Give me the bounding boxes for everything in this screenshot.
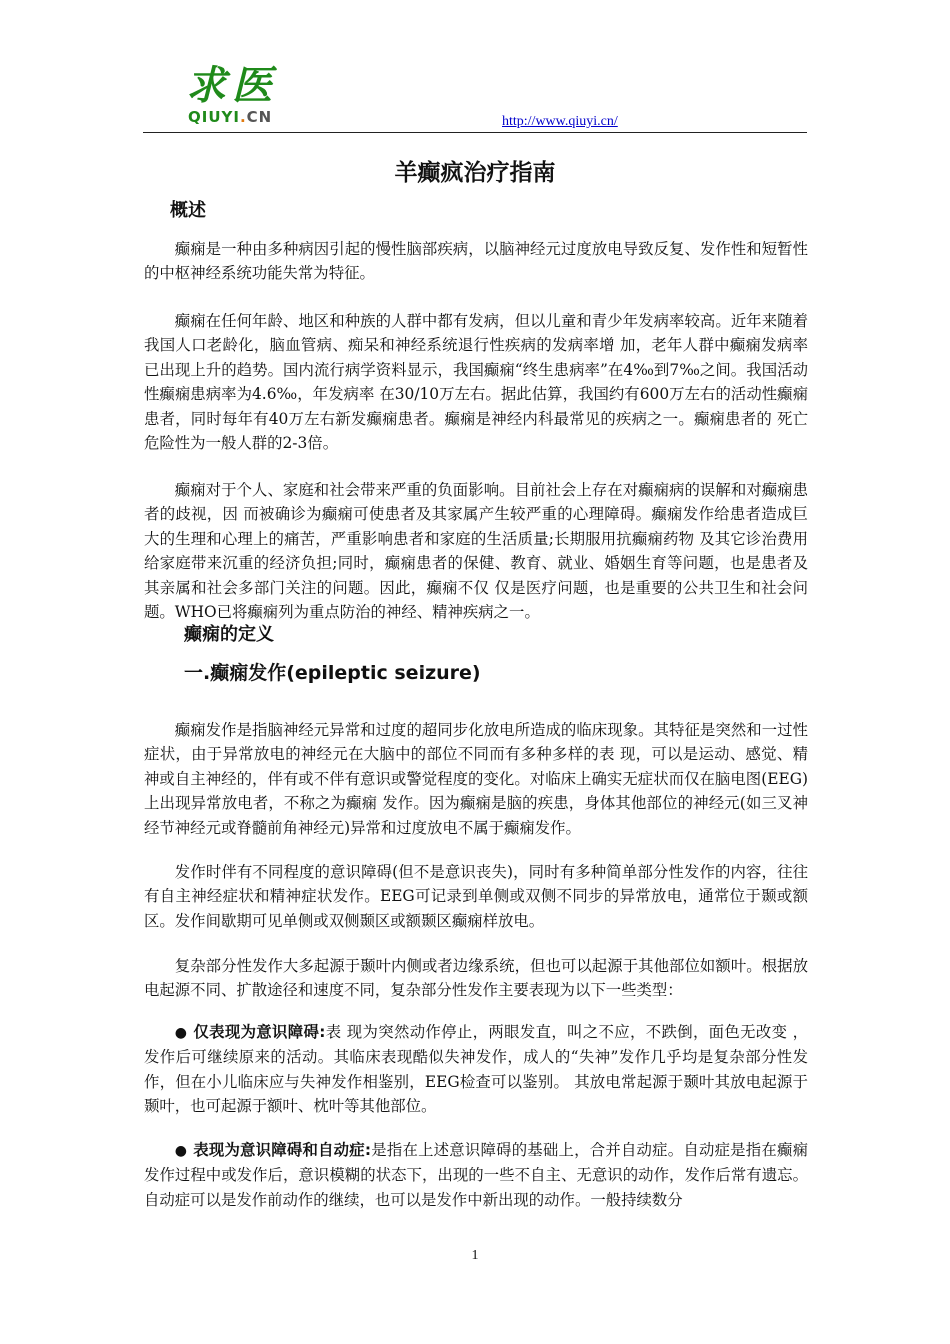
logo-chinese-text: 求医 [186, 62, 278, 109]
logo-dot: . [239, 108, 247, 126]
bullet-icon: ● [174, 1143, 188, 1159]
logo-brand: QIUYI [188, 108, 240, 126]
bullet-label: 仅表现为意识障碍: [193, 1023, 326, 1041]
logo-english-text [188, 108, 272, 126]
bullet-text: 是指在上述意识障碍的基础上，合并自动症。自动症是指在癫痫发作过程中或发作后，意识模糊的状态下，出现的一些不自主、无意识的动作，发作后常有遗忘。自动症可以是发作前动作的继续，也可以是发作中新出现的动作。一般持续数分 [144, 1141, 808, 1209]
header-divider [143, 132, 807, 133]
paragraph-social-impact: 癫痫对于个人、家庭和社会带来严重的负面影响。目前社会上存在对癫痫病的误解和对癫痫患者的歧视，因 而被确诊为癫痫可使患者及其家属产生较严重的心理障碍。癫痫发作给患者造成巨大的生理和心理上的痛苦，严重影响患者和家庭的生活质量;长期服用抗癫痫药物 及其它诊治费用给家庭带来沉重的经济负担;同时，癫痫患者的保健、教育、就业、婚姻生育等问题，也是患者及其亲属和社会多部门关注的问题。因此，癫痫不仅 仅是医疗问题，也是重要的公共卫生和社会问题。WHO已将癫痫列为重点防治的神经、精神疾病之一。 [144, 481, 808, 622]
document-title: 羊癫疯治疗指南 [394, 160, 556, 186]
bullet-text: 表 现为突然动作停止，两眼发直，叫之不应，不跌倒，面色无改变 ，发作后可继续原来的活动。其临床表现酷似失神发作，成人的“失神”发作几乎均是复杂部分性发作，但在小儿临床应与失神发作相鉴别，EEG检查可以鉴别。 其放电常起源于颞叶其放电起源于颞叶，也可起源于额叶、枕叶等其他部位。 [144, 1023, 808, 1116]
bullet-icon: ● [174, 1025, 188, 1041]
paragraph-intro: 癫痫是一种由多种病因引起的慢性脑部疾病，以脑神经元过度放电导致反复、发作性和短暂性的中枢神经系统功能失常为特征。 [144, 240, 808, 283]
page-number: 1 [471, 1248, 479, 1263]
bullet-label: 表现为意识障碍和自动症: [193, 1141, 372, 1159]
section-heading-overview: 概述 [170, 200, 206, 221]
logo-tld: CN [246, 108, 273, 126]
paragraph-consciousness: 发作时伴有不同程度的意识障碍(但不是意识丧失)，同时有多种简单部分性发作的内容，往往有自主神经症状和精神症状发作。EEG可记录到单侧或双侧不同步的异常放电，通常位于颞或额区。发作间歇期可见单侧或双侧颞区或额颞区癫痫样放电。 [144, 863, 808, 930]
bullet-item-automatism [144, 1138, 808, 1212]
qiuyi-logo[interactable] [186, 64, 286, 130]
site-url-link[interactable]: http://www.qiuyi.cn/ [502, 114, 618, 129]
bullet-item-consciousness-only [144, 1020, 808, 1119]
paragraph-complex-partial: 复杂部分性发作大多起源于颞叶内侧或者边缘系统，但也可以起源于其他部位如额叶。根据放电起源不同、扩散途径和速度不同，复杂部分性发作主要表现为以下一些类型： [144, 957, 808, 1000]
section-heading-definition: 癫痫的定义 [184, 624, 274, 645]
paragraph-epidemiology: 癫痫在任何年龄、地区和种族的人群中都有发病，但以儿童和青少年发病率较高。近年来随着我国人口老龄化，脑血管病、痴呆和神经系统退行性疾病的发病率增 加，老年人群中癫痫发病率已出现上升的趋势。国内流行病学资料显示，我国癫痫“终生患病率”在4‰到7‰之间。我国活动性癫痫患病率为4.6‰，年发病率 在30/10万左右。据此估算，我国约有600万左右的活动性癫痫患者，同时每年有40万左右新发癫痫患者。癫痫是神经内科最常见的疾病之一。癫痫患者的 死亡危险性为一般人群的2-3倍。 [144, 312, 808, 453]
paragraph-seizure-definition: 癫痫发作是指脑神经元异常和过度的超同步化放电所造成的临床现象。其特征是突然和一过性症状，由于异常放电的神经元在大脑中的部位不同而有多种多样的表 现，可以是运动、感觉、精神或自主神经的，伴有或不伴有意识或警觉程度的变化。对临床上确实无症状而仅在脑电图(EEG)上出现异常放电者，不称之为癫痫 发作。因为癫痫是脑的疾患，身体其他部位的神经元(如三叉神经节神经元或脊髓前角神经元)异常和过度放电不属于癫痫发作。 [144, 721, 808, 837]
subsection-heading-seizure: 一.癫痫发作(epileptic seizure) [184, 662, 481, 684]
